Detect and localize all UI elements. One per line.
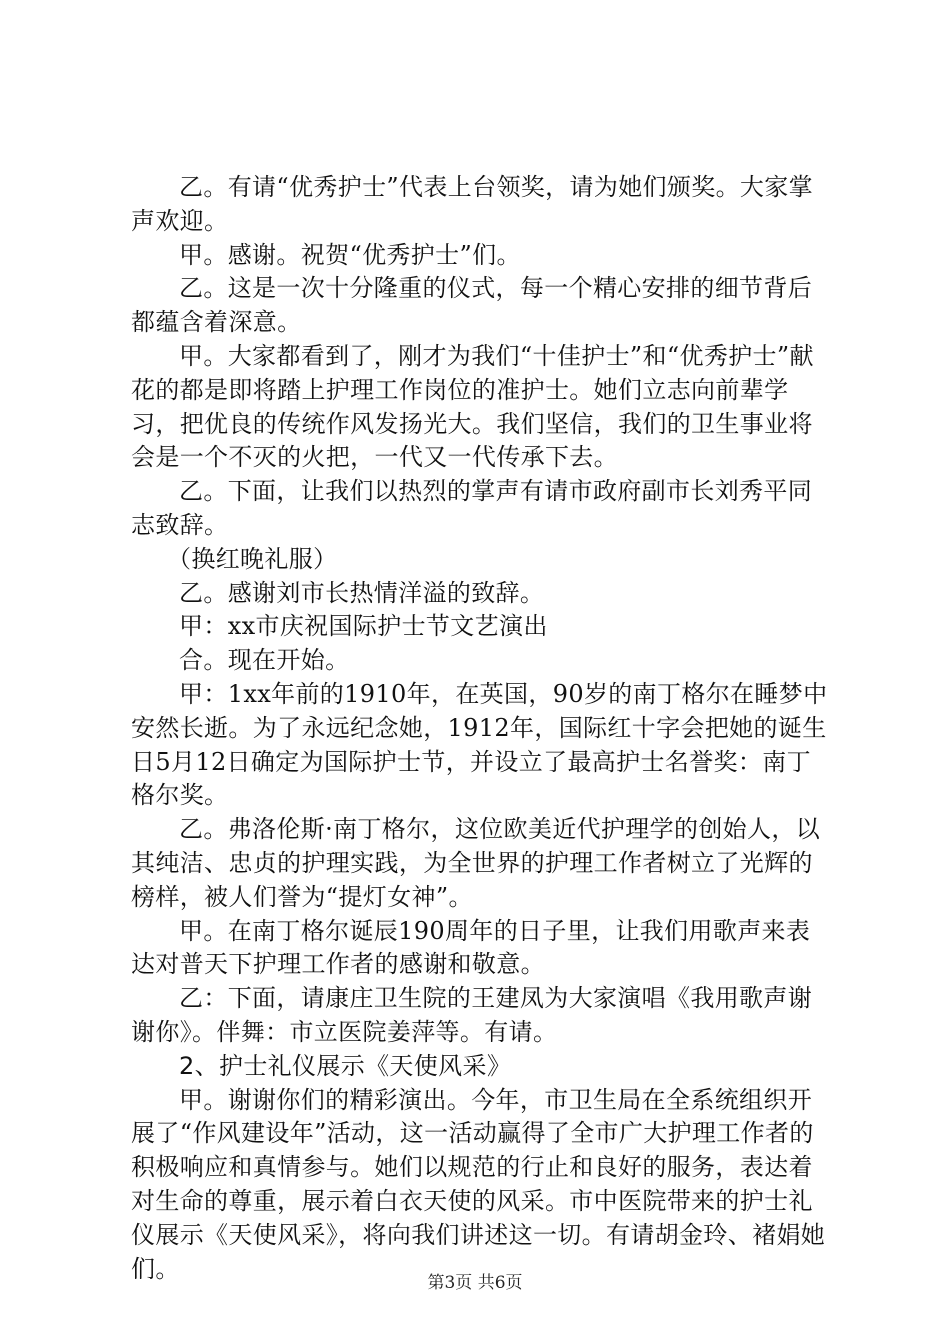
document-body bbox=[131, 171, 831, 1286]
paragraph: 甲：1xx年前的1910年，在英国，90岁的南丁格尔在睡梦中安然长逝。为了永远纪念她，1912年，国际红十字会把她的诞生日5月12日确定为国际护士节，并设立了最高护士名誉奖：南丁格尔奖。 bbox=[131, 679, 828, 810]
paragraph: 乙。下面，让我们以热烈的掌声有请市政府副市长刘秀平同志致辞。 bbox=[131, 477, 813, 539]
page-number-footer: 第3页 共6页 bbox=[427, 1273, 523, 1293]
paragraph: 甲。感谢。祝贺“优秀护士”们。 bbox=[179, 240, 521, 269]
paragraph: 甲：xx市庆祝国际护士节文艺演出 bbox=[179, 612, 548, 641]
stage-direction: （换红晚礼服） bbox=[167, 544, 338, 573]
section-heading: 2、护士礼仪展示《天使风采》 bbox=[179, 1051, 512, 1080]
paragraph: 乙。弗洛伦斯·南丁格尔，这位欧美近代护理学的创始人，以其纯洁、忠贞的护理实践，为全世界的护理工作者树立了光辉的榜样，被人们誉为“提灯女神”。 bbox=[131, 815, 821, 911]
paragraph: 甲。在南丁格尔诞辰190周年的日子里，让我们用歌声来表达对普天下护理工作者的感谢和敬意。 bbox=[131, 916, 811, 979]
paragraph: 乙。有请“优秀护士”代表上台领奖，请为她们颁奖。大家掌声欢迎。 bbox=[131, 173, 813, 235]
paragraph: 甲。大家都看到了，刚才为我们“十佳护士”和“优秀护士”献花的都是即将踏上护理工作岗位的准护士。她们立志向前辈学习，把优良的传统作风发扬光大。我们坚信，我们的卫生事业将会是一个不灭的火把，一代又一代传承下去。 bbox=[131, 341, 814, 472]
paragraph: 乙。这是一次十分隆重的仪式，每一个精心安排的细节背后都蕴含着深意。 bbox=[131, 274, 813, 337]
paragraph: 甲。谢谢你们的精彩演出。今年，市卫生局在全系统组织开展了“作风建设年”活动，这一活动赢得了全市广大护理工作者的积极响应和真情参与。她们以规范的行止和良好的服务，表达着对生命的尊重，展示着白衣天使的风采。市中医院带来的护士礼仪展示《天使风采》，将向我们讲述这一切。有请胡金玲、褚娟她们。 bbox=[131, 1085, 826, 1283]
paragraph: 合。现在开始。 bbox=[179, 646, 350, 675]
paragraph: 乙：下面，请康庄卫生院的王建凤为大家演唱《我用歌声谢谢你》。伴舞：市立医院姜萍等。有请。 bbox=[131, 984, 813, 1046]
paragraph: 乙。感谢刘市长热情洋溢的致辞。 bbox=[179, 578, 545, 607]
